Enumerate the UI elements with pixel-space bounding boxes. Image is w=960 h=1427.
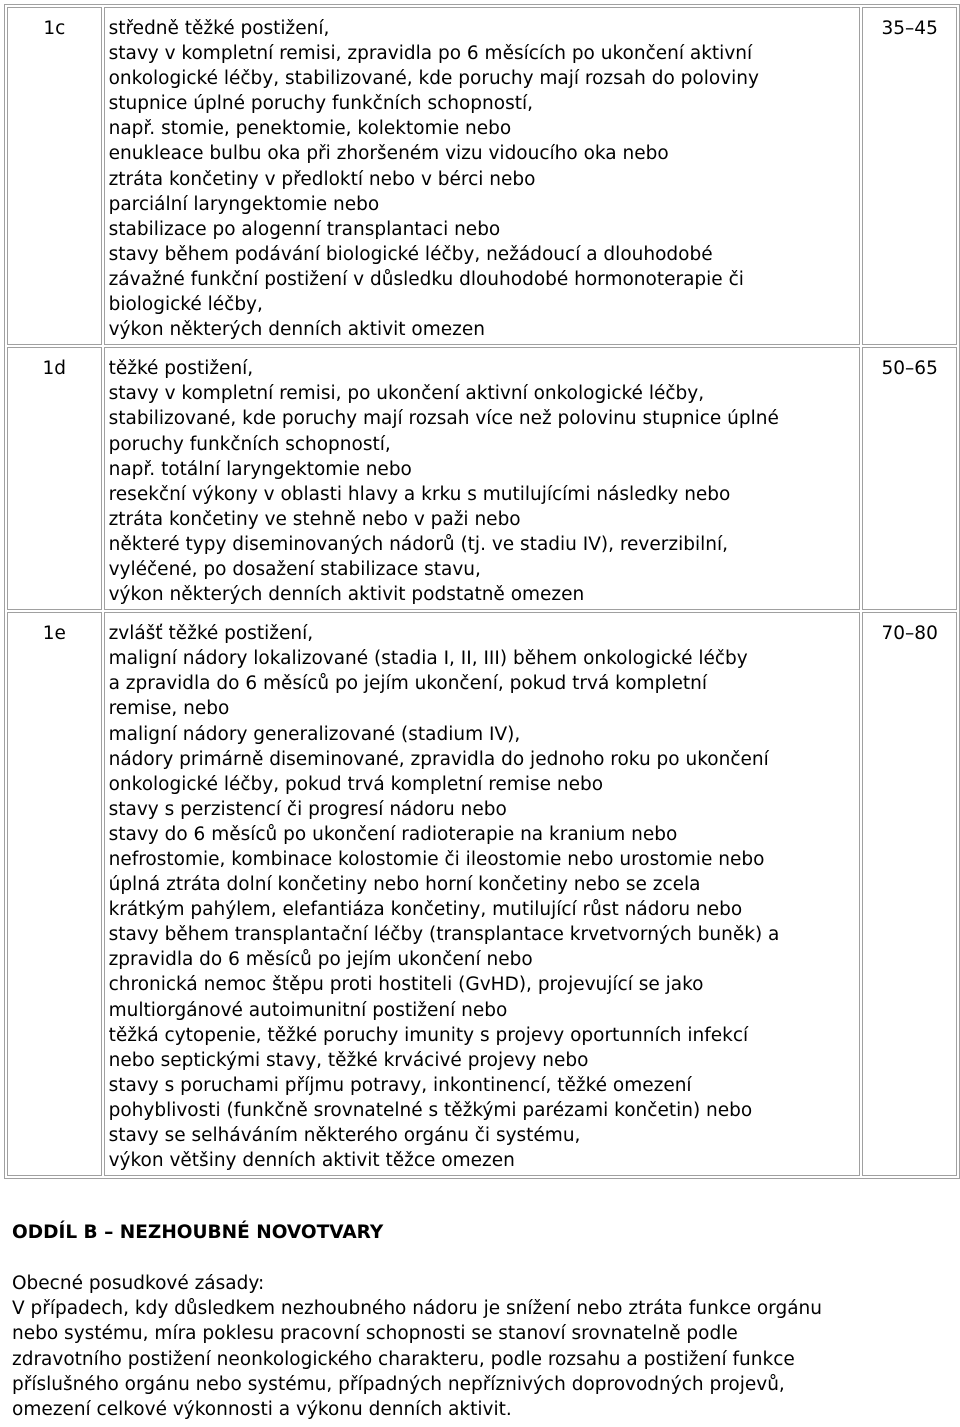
- category-description: [104, 347, 861, 610]
- description-line: nefrostomie, kombinace kolostomie či ileostomie nebo urostomie nebo: [108, 849, 765, 870]
- description-line: krátkým pahýlem, elefantiáza končetiny, mutilující růst nádoru nebo: [108, 899, 743, 921]
- description-line: stabilizované, kde poruchy mají rozsah více než polovinu stupnice úplné: [108, 408, 779, 430]
- description-line: ztráta končetiny v předloktí nebo v bérci nebo: [108, 168, 536, 190]
- principles-line: omezení celkové výkonnosti a výkonu denních aktivit.: [12, 1399, 512, 1421]
- percentage-range: 70–80: [862, 612, 957, 1176]
- table-row: [7, 612, 957, 1176]
- description-line: onkologické léčby, pokud trvá kompletní remise nebo: [108, 773, 604, 795]
- category-description: [104, 612, 861, 1176]
- description-line: stavy v kompletní remisi, zpravidla po 6 měsících po ukončení aktivní: [108, 43, 753, 65]
- category-code: 1e: [7, 612, 102, 1176]
- description-line: onkologické léčby, stabilizované, kde poruchy mají rozsah do poloviny: [108, 68, 759, 90]
- principles-text: [12, 1296, 822, 1422]
- description-line: remise, nebo: [108, 698, 230, 720]
- principles-line: V případech, kdy důsledkem nezhoubného nádoru je snížení nebo ztráta funkce orgánu: [12, 1298, 822, 1320]
- description-line: enukleace bulbu oka při zhoršeném vizu vidoucího oka nebo: [108, 143, 669, 165]
- table-body: [7, 7, 957, 1176]
- description-line: pohyblivosti (funkčně srovnatelné s těžkými parézami končetin) nebo: [108, 1099, 753, 1121]
- percentage-range: 50–65: [862, 347, 957, 610]
- description-line: stavy s poruchami příjmu potravy, inkontinencí, těžké omezení: [108, 1074, 692, 1096]
- description-line: těžká cytopenie, těžké poruchy imunity s projevy oportunních infekcí: [108, 1024, 749, 1046]
- description-line: multiorgánové autoimunitní postižení nebo: [108, 999, 508, 1021]
- description-line: zpravidla do 6 měsíců po jejím ukončení nebo: [108, 949, 533, 971]
- description-line: závažné funkční postižení v důsledku dlouhodobé hormonoterapie či: [108, 268, 744, 290]
- percentage-range: 35–45: [862, 7, 957, 345]
- description-line: zvlášť těžké postižení,: [108, 623, 314, 645]
- description-line: nebo septickými stavy, těžké krvácivé projevy nebo: [108, 1049, 589, 1071]
- description-line: vyléčené, po dosažení stabilizace stavu,: [108, 558, 481, 580]
- description-line: výkon některých denních aktivit omezen: [108, 319, 485, 341]
- category-code: 1c: [7, 7, 102, 345]
- description-line: stupnice úplné poruchy funkčních schopností,: [108, 93, 534, 115]
- description-line: stabilizace po alogenní transplantaci nebo: [108, 218, 501, 240]
- description-line: a zpravidla do 6 měsíců po jejím ukončení, pokud trvá kompletní: [108, 673, 707, 695]
- description-line: výkon některých denních aktivit podstatně omezen: [108, 584, 585, 606]
- description-line: biologické léčby,: [108, 294, 263, 316]
- description-line: stavy během transplantační léčby (transplantace krvetvorných buněk) a: [108, 924, 780, 946]
- description-line: maligní nádory lokalizované (stadia I, II, III) během onkologické léčby: [108, 648, 748, 670]
- description-line: např. stomie, penektomie, kolektomie nebo: [108, 118, 512, 140]
- description-line: parciální laryngektomie nebo: [108, 193, 380, 215]
- description-line: např. totální laryngektomie nebo: [108, 458, 412, 480]
- principles-title: Obecné posudkové zásady:: [12, 1273, 265, 1294]
- description-line: některé typy diseminovaných nádorů (tj. ve stadiu IV), reverzibilní,: [108, 533, 728, 555]
- description-line: stavy s perzistencí či progresí nádoru nebo: [108, 798, 507, 820]
- description-line: stavy v kompletní remisi, po ukončení aktivní onkologické léčby,: [108, 383, 705, 405]
- principles-line: nebo systému, míra poklesu pracovní schopnosti se stanoví srovnatelně podle: [12, 1323, 738, 1345]
- category-description: [104, 7, 861, 345]
- disability-table: [4, 4, 960, 1179]
- principles-block: [12, 1271, 822, 1422]
- description-line: nádory primárně diseminované, zpravidla do jednoho roku po ukončení: [108, 748, 769, 770]
- description-line: stavy během podávání biologické léčby, nežádoucí a dlouhodobé: [108, 243, 713, 265]
- description-line: úplná ztráta dolní končetiny nebo horní končetiny nebo se zcela: [108, 874, 701, 896]
- description-line: ztráta končetiny ve stehně nebo v paži nebo: [108, 508, 521, 530]
- description-line: poruchy funkčních schopností,: [108, 433, 391, 455]
- table-row: [7, 347, 957, 610]
- description-line: stavy se selháváním některého orgánu či systému,: [108, 1125, 581, 1147]
- principles-line: příslušného orgánu nebo systému, případných nepříznivých doprovodných projevů,: [12, 1373, 785, 1395]
- description-line: maligní nádory generalizované (stadium IV),: [108, 723, 521, 745]
- description-line: výkon většiny denních aktivit těžce omezen: [108, 1150, 515, 1172]
- description-line: stavy do 6 měsíců po ukončení radioterapie na kranium nebo: [108, 823, 678, 845]
- description-line: resekční výkony v oblasti hlavy a krku s mutilujícími následky nebo: [108, 483, 731, 505]
- description-line: těžké postižení,: [108, 358, 254, 380]
- description-line: chronická nemoc štěpu proti hostiteli (GvHD), projevující se jako: [108, 974, 704, 996]
- table-row: [7, 7, 957, 345]
- principles-line: zdravotního postižení neonkologického charakteru, podle rozsahu a postižení funkce: [12, 1348, 795, 1370]
- section-heading: ODDÍL B – NEZHOUBNÉ NOVOTVARY: [12, 1222, 384, 1243]
- category-code: 1d: [7, 347, 102, 610]
- description-line: středně těžké postižení,: [108, 18, 330, 39]
